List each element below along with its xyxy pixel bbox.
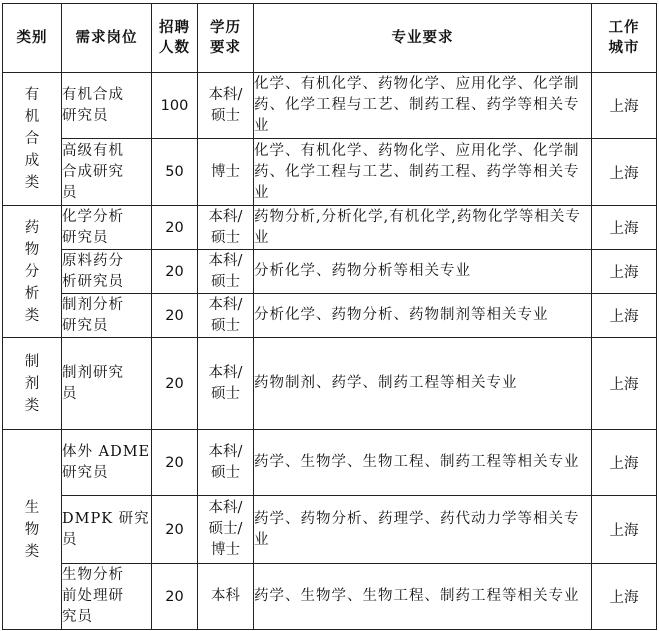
position-cell <box>62 338 152 430</box>
education-line: 硕士 <box>211 317 240 334</box>
header-city-line2: 城市 <box>608 40 640 56</box>
major-cell: 药物分析,分析化学,有机化学,药物化学等相关专业 <box>254 206 592 250</box>
education-line: 硕士/ <box>208 521 243 537</box>
header-headcount-line2: 人数 <box>159 40 190 56</box>
position-line: 化学分析 <box>62 208 124 225</box>
education-cell <box>198 73 254 139</box>
table-row <box>3 206 657 250</box>
major-cell: 分析化学、药物分析、药物制剂等相关专业 <box>254 294 592 338</box>
education-line: 硕士 <box>211 385 240 402</box>
category-cell <box>3 73 62 206</box>
table-row <box>3 294 657 338</box>
position-line: 有机合成 <box>62 86 124 103</box>
header-category <box>3 4 62 73</box>
position-line: 生物分析 <box>62 567 124 583</box>
education-cell <box>198 564 254 630</box>
major-cell: 分析化学、药物分析等相关专业 <box>254 250 592 294</box>
education-line: 本科/ <box>208 252 243 269</box>
recruitment-table <box>2 3 657 630</box>
position-cell <box>62 73 152 139</box>
city-cell: 上海 <box>592 430 657 496</box>
major-cell: 药学、生物学、生物工程、制药工程等相关专业 <box>254 564 592 630</box>
position-line: 究员 <box>62 609 93 625</box>
header-education-line2: 要求 <box>210 40 241 56</box>
position-line: 研究员 <box>62 464 109 481</box>
education-line: 硕士 <box>211 107 240 124</box>
position-cell <box>62 294 152 338</box>
header-category-label: 类别 <box>16 30 48 46</box>
category-char: 类 <box>24 175 40 191</box>
position-line: 合成研究 <box>62 163 124 180</box>
headcount-cell: 20 <box>152 294 198 338</box>
city-cell: 上海 <box>592 294 657 338</box>
category-char: 物 <box>24 521 40 538</box>
category-cell <box>3 338 62 430</box>
major-cell: 药学、生物学、生物工程、制药工程等相关专业 <box>254 430 592 496</box>
education-cell <box>198 139 254 206</box>
header-major <box>254 4 592 73</box>
position-line: 制剂研究 <box>62 364 124 381</box>
education-line: 本科 <box>211 588 240 604</box>
header-education <box>198 4 254 73</box>
position-line: 员 <box>62 531 78 548</box>
education-line: 博士 <box>211 542 240 558</box>
table-row <box>3 564 657 630</box>
headcount-cell: 20 <box>152 250 198 294</box>
category-char: 成 <box>24 153 40 169</box>
headcount-cell: 100 <box>152 73 198 139</box>
category-cell <box>3 430 62 630</box>
education-cell <box>198 294 254 338</box>
education-line: 硕士 <box>211 464 240 481</box>
major-cell: 化学、有机化学、药物化学、应用化学、化学制药、化学工程与工艺、制药工程、药学等相关专业 <box>254 73 592 139</box>
position-cell <box>62 206 152 250</box>
position-line: 原料药分 <box>62 252 124 269</box>
city-cell: 上海 <box>592 338 657 430</box>
position-line: 员 <box>62 184 78 201</box>
education-line: 硕士 <box>211 273 240 290</box>
position-cell <box>62 430 152 496</box>
education-line: 博士 <box>211 163 240 180</box>
city-cell: 上海 <box>592 139 657 206</box>
header-headcount <box>152 4 198 73</box>
header-city <box>592 4 657 73</box>
education-cell <box>198 206 254 250</box>
category-char: 合 <box>24 131 40 147</box>
recruitment-table-container <box>2 3 656 630</box>
category-char: 析 <box>24 285 40 302</box>
education-line: 本科/ <box>208 296 243 313</box>
table-row <box>3 338 657 430</box>
category-char: 类 <box>24 543 40 560</box>
headcount-cell: 20 <box>152 496 198 564</box>
position-line: 析研究员 <box>62 273 124 290</box>
category-char: 药 <box>24 219 40 236</box>
position-line: 研究员 <box>62 107 109 124</box>
position-cell <box>62 250 152 294</box>
education-line: 本科/ <box>208 86 243 103</box>
city-cell: 上海 <box>592 496 657 564</box>
position-line: DMPK 研究 <box>62 510 150 527</box>
position-line: 体外 ADME <box>62 443 151 460</box>
education-cell <box>198 250 254 294</box>
category-char: 物 <box>24 241 40 258</box>
education-line: 硕士 <box>211 229 240 246</box>
education-line: 本科/ <box>208 208 243 225</box>
table-row <box>3 430 657 496</box>
header-education-line1: 学历 <box>210 20 241 36</box>
table-row <box>3 250 657 294</box>
city-cell: 上海 <box>592 73 657 139</box>
header-city-line1: 工作 <box>608 20 640 36</box>
category-char: 生 <box>24 499 40 516</box>
position-line: 员 <box>62 385 78 402</box>
category-char: 机 <box>24 109 40 125</box>
category-char: 有 <box>24 87 40 103</box>
category-char: 类 <box>24 397 40 414</box>
position-cell <box>62 564 152 630</box>
category-cell <box>3 206 62 338</box>
city-cell: 上海 <box>592 564 657 630</box>
header-major-label: 专业要求 <box>391 30 454 46</box>
city-cell: 上海 <box>592 250 657 294</box>
position-cell <box>62 496 152 564</box>
table-body <box>3 73 657 630</box>
category-char: 剂 <box>24 375 40 392</box>
headcount-cell: 20 <box>152 430 198 496</box>
table-row <box>3 73 657 139</box>
education-cell <box>198 496 254 564</box>
header-headcount-line1: 招聘 <box>159 20 190 36</box>
category-char: 制 <box>24 353 40 370</box>
position-line: 前处理研 <box>62 588 124 604</box>
position-line: 高级有机 <box>62 142 124 159</box>
category-char: 分 <box>24 263 40 280</box>
position-line: 制剂分析 <box>62 296 124 313</box>
education-line: 本科/ <box>208 364 243 381</box>
education-line: 本科/ <box>208 500 243 516</box>
position-line: 研究员 <box>62 229 109 246</box>
table-header-row <box>3 4 657 73</box>
city-cell: 上海 <box>592 206 657 250</box>
headcount-cell: 50 <box>152 139 198 206</box>
major-cell: 化学、有机化学、药物化学、应用化学、化学制药、化学工程与工艺、制药工程、药学等相关专业 <box>254 139 592 206</box>
table-row <box>3 496 657 564</box>
education-cell <box>198 338 254 430</box>
headcount-cell: 20 <box>152 564 198 630</box>
header-position-label: 需求岗位 <box>75 30 138 46</box>
education-cell <box>198 430 254 496</box>
headcount-cell: 20 <box>152 206 198 250</box>
major-cell: 药学、药物分析、药理学、药代动力学等相关专业 <box>254 496 592 564</box>
table-row <box>3 139 657 206</box>
headcount-cell: 20 <box>152 338 198 430</box>
position-line: 研究员 <box>62 317 109 334</box>
education-line: 本科/ <box>208 443 243 460</box>
header-position <box>62 4 152 73</box>
major-cell: 药物制剂、药学、制药工程等相关专业 <box>254 338 592 430</box>
category-char: 类 <box>24 307 40 324</box>
position-cell <box>62 139 152 206</box>
